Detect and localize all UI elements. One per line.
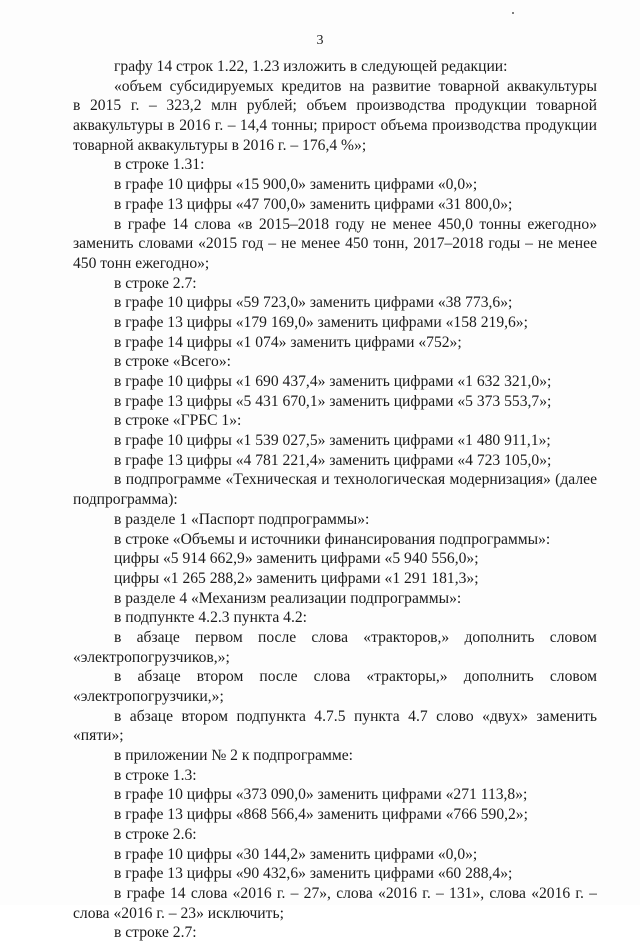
text-line: в подпрограмме «Техническая и технологическая модернизация» (далее	[114, 471, 597, 489]
text-line: слова «2016 г. – 23» исключить;	[73, 904, 284, 922]
text-line: в строке «ГРБС 1»:	[114, 412, 242, 430]
word: абзаце	[137, 668, 181, 686]
text-line: товарной аквакультуры в 2016 г. – 176,4 %»;	[73, 136, 367, 154]
text-line: заменить словами «2015 год – не менее 450 тонн, 2017–2018 годы – не менее	[73, 235, 597, 253]
word: словом	[549, 668, 597, 686]
text-line: в строке «Всего»:	[114, 353, 231, 371]
word: слова	[311, 628, 349, 646]
text-line: «электропогрузчики,»;	[73, 688, 224, 705]
text-line: в графе 10 цифры «373 090,0» заменить цифрами «271 113,8»;	[114, 786, 528, 804]
text-line: в графе 13 цифры «179 169,0» заменить цифрами «158 219,6»;	[114, 313, 528, 331]
text-line: в графе 14 слова «в 2015–2018 году не менее 450,0 тонны ежегодно»	[114, 215, 597, 233]
word: в	[114, 628, 122, 646]
text-line: «электропогрузчиков,»;	[73, 648, 230, 666]
document-body	[73, 57, 597, 943]
text-line: в графе 10 цифры «15 900,0» заменить цифрами «0,0»;	[114, 176, 478, 194]
text-line: в абзаце втором подпункта 4.7.5 пункта 4.7 слово «двух» заменить	[114, 707, 597, 725]
word: «тракторы,»	[366, 668, 448, 686]
word: после	[259, 668, 298, 686]
word: первом	[195, 628, 243, 646]
text-line: «объем субсидируемых кредитов на развитие товарной аквакультуры	[114, 77, 597, 95]
word: втором	[196, 668, 244, 686]
text-line: в строке «Объемы и источники финансирования подпрограммы»:	[114, 530, 551, 548]
text-line: в графе 13 цифры «868 566,4» заменить цифрами «766 590,2»;	[114, 806, 528, 824]
text-line: в графе 13 цифры «5 431 670,1» заменить цифрами «5 373 553,7»;	[114, 392, 552, 410]
word: в	[114, 668, 122, 686]
text-line: в строке 2.6:	[114, 825, 197, 843]
text-line: в разделе 4 «Механизм реализации подпрограммы»:	[114, 589, 462, 607]
text-line: в строке 2.7:	[114, 924, 197, 942]
text-line: цифры «5 914 662,9» заменить цифрами «5 940 556,0»;	[114, 550, 479, 568]
text-line: в графе 10 цифры «30 144,2» заменить цифрами «0,0»;	[114, 845, 478, 863]
text-line-justified	[73, 667, 597, 687]
text-line: в графе 10 цифры «59 723,0» заменить цифрами «38 773,6»;	[114, 294, 513, 312]
text-line: в графе 13 цифры «47 700,0» заменить цифрами «31 800,0»;	[114, 195, 513, 213]
text-line: графу 14 строк 1.22, 1.23 изложить в следующей редакции:	[114, 58, 508, 75]
text-line: в графе 13 цифры «4 781 221,4» заменить цифрами «4 723 105,0»;	[114, 451, 552, 469]
word: дополнить	[463, 668, 534, 686]
text-line: в 2015 г. – 323,2 млн рублей; объем производства продукции товарной	[73, 97, 597, 115]
scan-speck	[512, 12, 514, 14]
text-line: в графе 10 цифры «1 690 437,4» заменить цифрами «1 632 321,0»;	[114, 373, 552, 390]
text-line: в графе 14 слова «2016 г. – 27», слова «2016 г. – 131», слова «2016 г. –	[114, 884, 597, 902]
text-line: «пяти»;	[73, 727, 124, 745]
text-line: в подпункте 4.2.3 пункта 4.2:	[114, 609, 307, 627]
text-line: в строке 1.31:	[114, 156, 205, 174]
text-line: в графе 10 цифры «1 539 027,5» заменить цифрами «1 480 911,1»;	[114, 432, 551, 450]
text-line: подпрограмма):	[73, 491, 178, 509]
page-number: 3	[316, 33, 324, 48]
text-line: 450 тонн ежегодно»;	[73, 254, 210, 272]
text-line: в строке 1.3:	[114, 766, 197, 784]
text-line: в приложении № 2 к подпрограмме:	[114, 747, 353, 765]
word: «тракторов,»	[363, 628, 450, 646]
text-line: аквакультуры в 2016 г. – 14,4 тонны; прирост объема производства продукции	[73, 117, 597, 135]
word: слова	[313, 668, 351, 686]
text-line: в разделе 1 «Паспорт подпрограммы»:	[114, 510, 370, 528]
text-line-justified	[73, 628, 597, 648]
word: словом	[549, 628, 597, 646]
text-line: цифры «1 265 288,2» заменить цифрами «1 291 181,3»;	[114, 569, 479, 587]
text-line: в строке 2.7:	[114, 274, 197, 292]
word: после	[258, 628, 297, 646]
word: дополнить	[464, 628, 535, 646]
text-line: в графе 13 цифры «90 432,6» заменить цифрами «60 288,4»;	[114, 865, 513, 883]
text-line: в графе 14 цифры «1 074» заменить цифрами «752»;	[114, 333, 462, 351]
word: абзаце	[136, 628, 180, 646]
